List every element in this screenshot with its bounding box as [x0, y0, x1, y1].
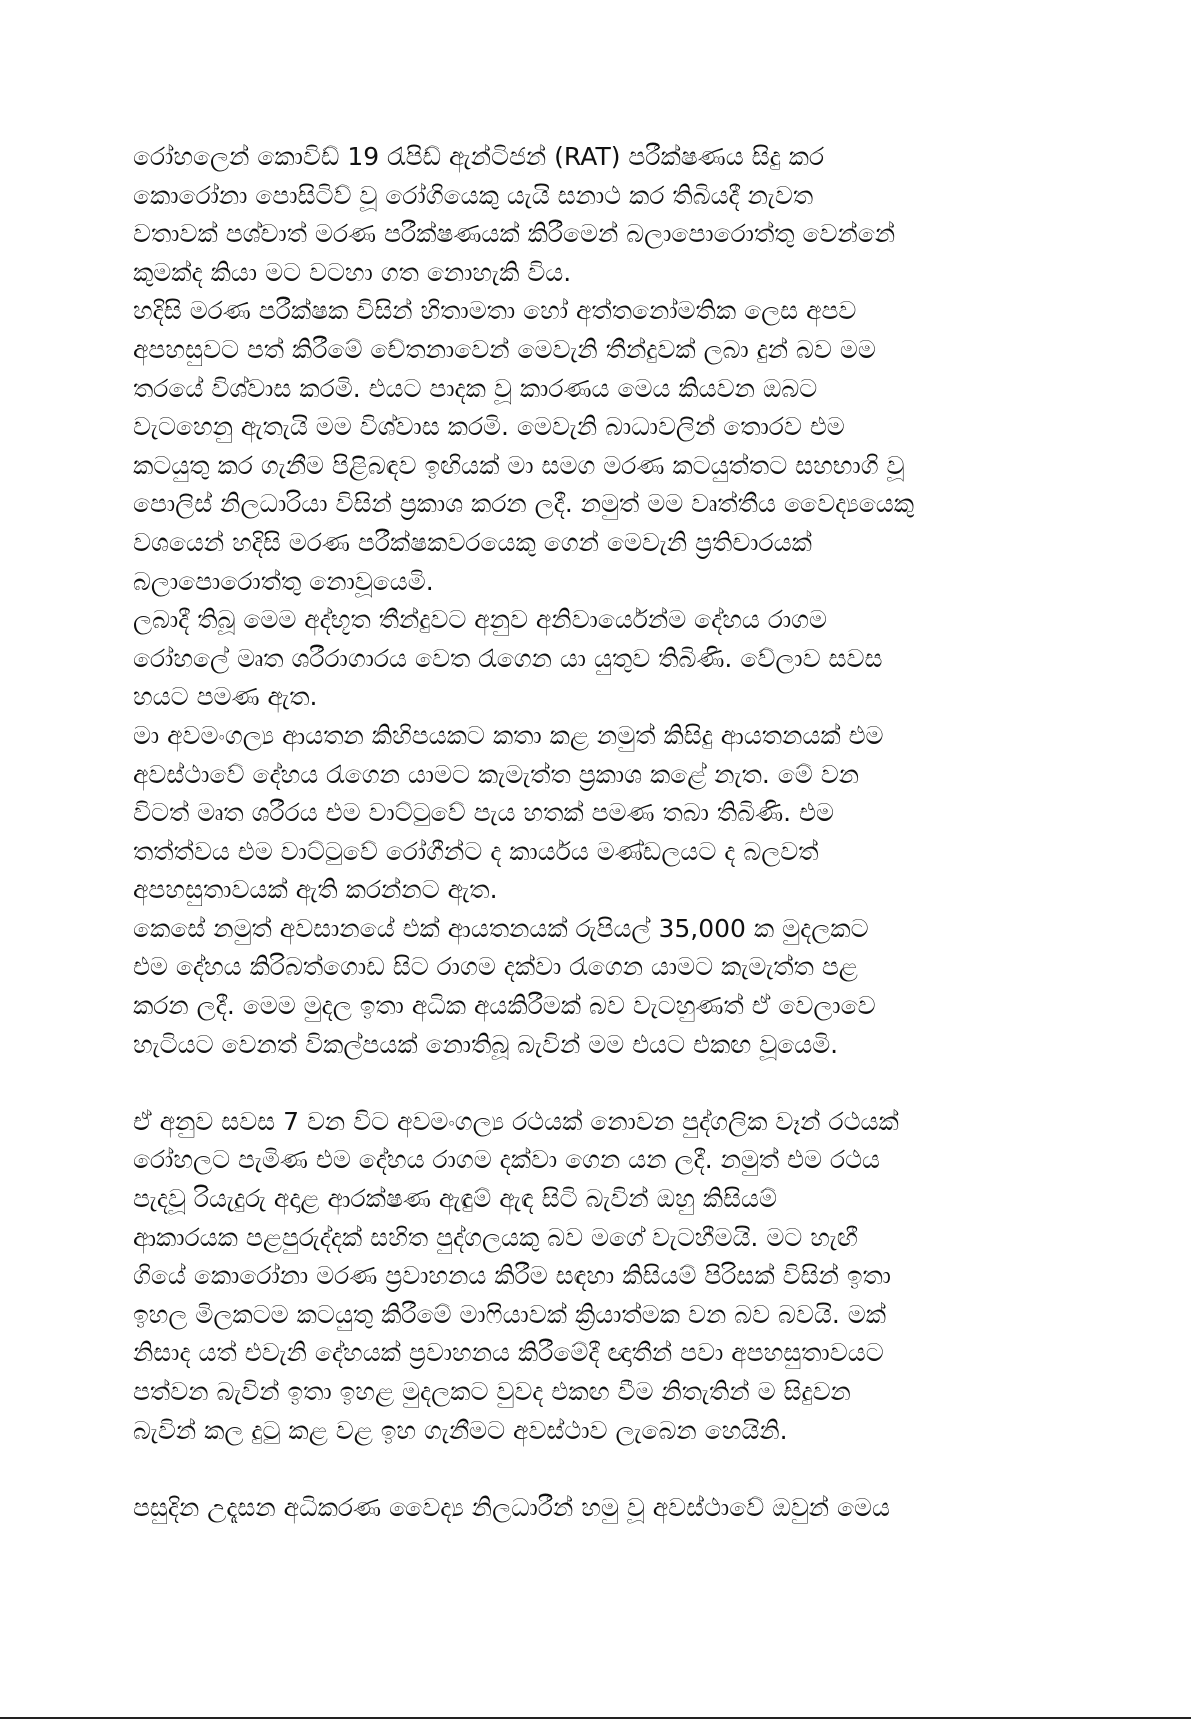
text-line: හයට පමණ ඇත. [133, 682, 318, 712]
text-line: පත්වන බැවින් ඉතා ඉහළ මුදලකට වුවද එකඟ වීම නිතැතින් ම සිදුවන [133, 1377, 851, 1406]
text-line: පසුදින උදෑසන අධිකරණ වෛද්‍ය නිලධාරීන් හමු වූ අවස්ථාවේ ඔවුන් මෙය [133, 1492, 890, 1522]
text-line: පොලිස් නිලධාරියා විසින් ප්‍රකාශ කරන ලදී. නමුත් මම වෘත්තීය වෛද්‍යයෙකු [133, 489, 914, 519]
text-line: හදිසි මරණ පරීක්ෂක විසින් හිතාමතා හෝ අත්තනෝමතික ලෙස අපව [133, 296, 857, 326]
text-line: ලබාදී තිබූ මෙම අද්භූත තීන්දුවට අනුව අනිවාර්යෙන්ම දේහය රාගම [133, 605, 828, 635]
text-line: ඒ අනුව සවස 7 වන විට අවමංගල්‍ය රථයක් නොවන පුද්ගලික වෑන් රථයක් [133, 1106, 899, 1136]
text-line: රෝහලට පැමිණ එම දේහය රාගම දක්වා ගෙන යන ලදී. නමුත් එම රථය [133, 1145, 880, 1175]
text-line: කුමක්ද කියා මට වටහා ගත නොහැකි විය. [133, 257, 572, 287]
document-body [133, 138, 1073, 1527]
text-line: අපහසුවට පත් කිරීමේ චේතනාවෙන් මෙවැනි තීන්දුවක් ලබා දුන් බව මම [133, 334, 876, 364]
text-line: මා අවමංගල්‍ය ආයතන කිහිපයකට කතා කළ නමුත් කිසිදු ආයතනයක් එම [133, 720, 884, 750]
text-line: ආකාරයක පළපුරුද්දක් සහිත පුද්ගලයකු බව මගේ වැටහීමයි. මට හැඟී [133, 1222, 858, 1252]
text-line: නිසාද යත් එවැනි දේහයක් ප්‍රවාහනය කිරීමේදී ඥාතීන් පවා අපහසුතාවයට [133, 1338, 884, 1368]
text-line: තත්ත්වය එම වාට්ටුවේ රෝගීන්ට ද කාර්යය මණ්ඩලයට ද බලවත් [133, 836, 819, 866]
text-line: ඉහල මිලකටම කටයුතු කිරීමේ මාෆියාවක් ක්‍රියාත්මක වන බව බවයි. මක් [133, 1299, 887, 1329]
text-line: කටයුතු කර ගැනීම පිළිබඳව ඉඟියක් මා සමග මරණ කටයුත්තට සහභාගි වූ [133, 450, 905, 480]
paragraph-gap [133, 1064, 1073, 1103]
text-line: කෙසේ නමුත් අවසානයේ එක් ආයතනයක් රුපියල් 35,000 ක මුදලකට [133, 913, 869, 943]
text-line: රෝහලෙන් කොවිඩ් 19 රැපිඩ් ඇන්ටිජන් (RAT) පරීක්ෂණය සිදු කර [133, 142, 825, 171]
text-line: අවස්ථාවේ දේහය රැගෙන යාමට කැමැත්ත ප්‍රකාශ කළේ නැත. මේ වන [133, 759, 859, 789]
text-line: ගියේ කොරෝනා මරණ ප්‍රවාහනය කිරීම සඳහා කිසියම් පිරිසක් විසින් ඉතා [133, 1261, 891, 1291]
text-line: අපහසුතාවයක් ඇති කරන්නට ඇත. [133, 875, 498, 905]
paragraph-gap [133, 1450, 1073, 1489]
text-line: විටත් මෘත ශරීරය එම වාට්ටුවේ පැය හතක් පමණ තබා තිබිණි. එම [133, 798, 834, 828]
text-line: තරයේ විශ්වාස කරමි. එයට පාදක වූ කාරණය මෙය කියවන ඔබට [133, 373, 818, 403]
text-line: පැදවූ රියැදුරු අදාළ ආරක්ෂණ ඇඳුම් ඇඳ සිටි බැවින් ඔහු කිසියම් [133, 1184, 777, 1214]
text-line: එම දේහය කිරිබත්ගොඩ සිට රාගම දක්වා රැගෙන යාමට කැමැත්ත පළ [133, 952, 858, 982]
text-line: හැටියට වෙනත් විකල්පයක් නොතිබූ බැවින් මම එයට එකඟ වූයෙමි. [133, 1029, 839, 1059]
text-line: කරන ලදී. මෙම මුදල ඉතා අධික අයකිරීමක් බව වැටහුණත් ඒ වෙලාවෙ [133, 991, 876, 1021]
text-line: වතාවක් පශ්චාත් මරණ පරීක්ෂණයක් කිරීමෙන් බලාපොරොත්තු වෙන්නේ [133, 219, 896, 249]
text-line: රෝහලේ මෘත ශරීරාගාරය වෙත රැගෙන යා යුතුව තිබිණි. වේලාව සවස [133, 643, 883, 673]
text-line: කොරෝනා පොසිටිව් වූ රෝගියෙකු යැයි සනාථ කර තිබියදී නැවත [133, 180, 814, 210]
text-line: වශයෙන් හදිසි මරණ පරීක්ෂකවරයෙකු ගෙන් මෙවැනි ප්‍රතිචාරයක් [133, 527, 812, 557]
text-line: බලාපොරොත්තු නොවූයෙමි. [133, 566, 434, 596]
text-line: බැවින් කල දුටු කළ වළ ඉහ ගැනීමට අවස්ථාව ලැබෙන හෙයිනි. [133, 1415, 788, 1445]
text-line: වැටහෙනු ඇතැයි මම විශ්වාස කරමි. මෙවැනි බාධාවලින් තොරව එම [133, 412, 845, 442]
